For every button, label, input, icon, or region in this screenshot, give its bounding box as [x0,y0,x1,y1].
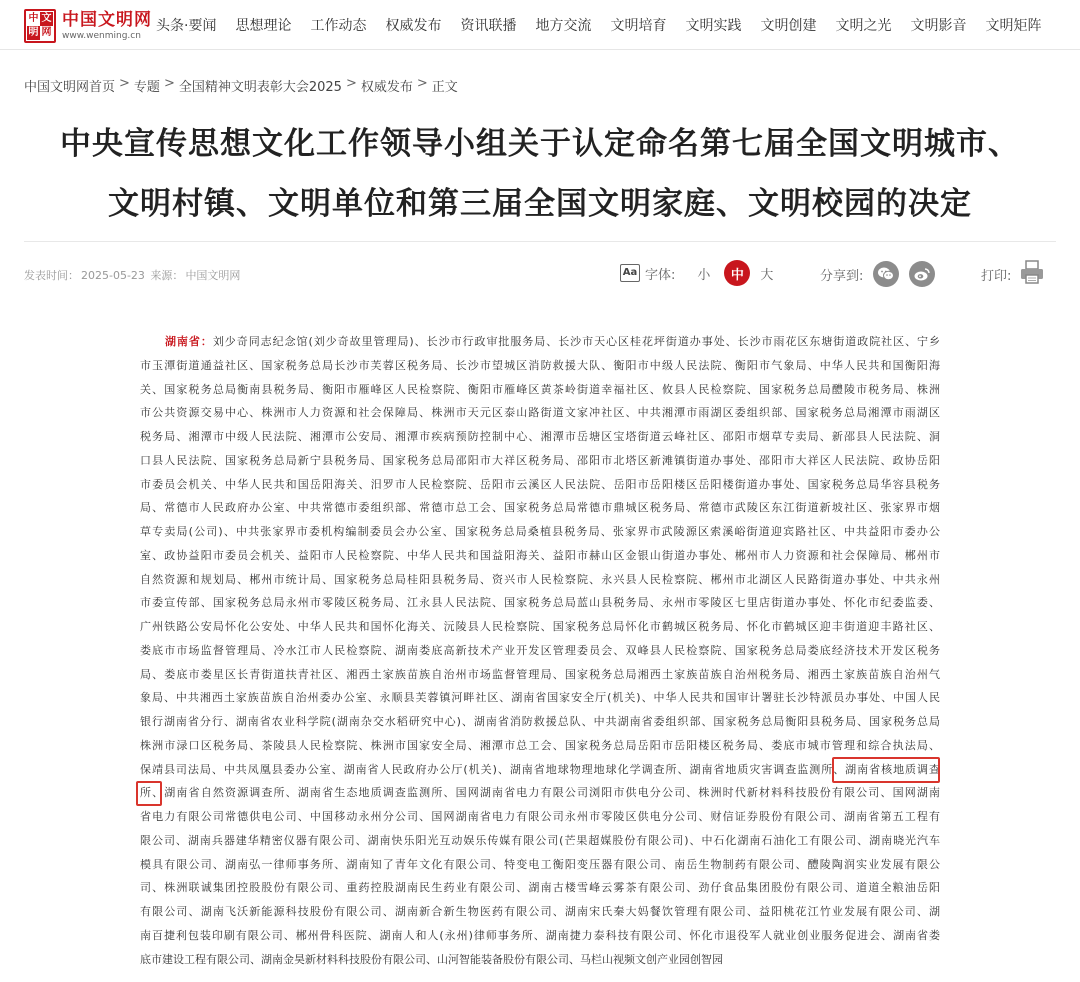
breadcrumb-releases[interactable]: 权威发布 [360,80,413,95]
article-text-line: 保靖县司法局、中共凤凰县委办公室、湖南省人民政府办公厅(机关)、湖南省地球物理地球化学调查所、湖南省地质灾害调查监测所、湖南省核地质调查 [140,762,940,776]
font-size-icon: Aa [620,264,640,282]
article-text-line: 省电力有限公司常德供电公司、中国移动永州分公司、国网湖南省电力有限公司永州市零陵区供电分公司、财信证券股份有限公司、湖南省第五工程有 [140,810,940,823]
source-label: 来源： [150,269,184,282]
article-text-line: 娄底市市场监督管理局、冷水江市人民检察院、湖南娄底高新技术产业开发区管理委员会、双峰县人民检察院、国家税务总局娄底经济技术开发区税务 [140,643,940,657]
breadcrumb-separator: > [345,76,357,91]
article-text-line: 口县人民法院、国家税务总局新宁县税务局、国家税务总局邵阳市大祥区税务局、邵阳市北塔区新滩镇街道办事处、邵阳市大祥区人民法院、政协岳阳 [140,453,940,467]
title-divider [24,241,1056,242]
breadcrumb-conference[interactable]: 全国精神文明表彰大会2025 [178,80,342,95]
share-control [820,261,935,287]
article-title-line: 文明村镇、文明单位和第三届全国文明家庭、文明校园的决定 [108,186,972,222]
article-text-line: 底市建设工程有限公司、湖南金昊新材料科技股份有限公司、山河智能装备股份有限公司、马栏山视频文创产业园创智园 [140,952,723,966]
site-logo[interactable] [24,8,152,44]
publish-label: 发表时间： [24,269,79,282]
top-navigation-bar [0,0,1080,50]
logo-title: 中国文明网 [62,10,152,30]
article-text-line: 银行湖南省分行、湖南省农业科学院(湖南杂交水稻研究中心)、湖南省消防救援总队、中共湖南省委组织部、国家税务总局衡阳县税务局、国家税务总局 [140,715,940,728]
article-text-line: 司、株洲联诚集团控股股份有限公司、重药控股湖南民生药业有限公司、湖南古楼雪峰云雾茶有限公司、劲仔食品集团股份有限公司、道道全粮油岳阳 [140,881,940,895]
nav-item-headlines[interactable]: 头条·要闻 [156,18,217,34]
breadcrumb-topics[interactable]: 专题 [133,80,160,95]
print-label: 打印: [981,268,1012,284]
font-size-large-button[interactable]: 大 [760,267,774,283]
article-text-line: 局、常德市人民政府办公室、中共常德市委组织部、常德市总工会、国家税务总局常德市鼎城区税务局、常德市武陵区东江街道新坡社区、张家界市烟 [140,501,940,515]
article-text-line: 限公司、湖南兵器建华精密仪器有限公司、湖南快乐阳光互动娱乐传媒有限公司(芒果超媒股份有限公司)、中石化湖南石油化工有限公司、湖南晓光汽车 [140,833,940,847]
font-size-medium-button[interactable]: 中 [724,260,750,286]
nav-item-work-news[interactable]: 工作动态 [310,18,367,34]
article-text-line: 象局、中共湘西土家族苗族自治州委办公室、永顺县芙蓉镇河畔社区、湖南省国家安全厅(机关)、中华人民共和国审计署驻长沙特派员办事处、中国人民 [140,691,940,705]
article-text-line: 局、娄底市娄星区长青街道扶青社区、湘西土家族苗族自治州市场监督管理局、国家税务总局湘西土家族苗族自治州税务局、湘西土家族苗族自治州气 [140,667,940,681]
logo-url: www.wenming.cn [62,31,141,41]
breadcrumb-separator: > [119,76,130,91]
font-size-label: 字体: [645,267,676,283]
article-text-line: 湖南省：刘少奇同志纪念馆(刘少奇故里管理局)、长沙市行政审批服务局、长沙市天心区桂花坪街道办事处、长沙市雨花区东塘街道政院社区、宁乡 [164,335,940,348]
article-text-line: 草专卖局(公司)、中共张家界市委机构编制委员会办公室、国家税务总局桑植县税务局、张家界市武陵源区索溪峪街道迎宾路社区、中共益阳市委办公 [140,525,940,538]
article-text-line: 株洲市渌口区税务局、茶陵县人民检察院、株洲市国家安全局、湘潭市总工会、国家税务总局岳阳市岳阳楼区税务局、娄底市城市管理和综合执法局、 [140,738,940,752]
nav-item-news-broadcast[interactable]: 资讯联播 [460,18,517,34]
publish-date: 2025-05-23 [81,269,145,282]
breadcrumb [24,76,458,95]
article-text-line: 自然资源和规划局、郴州市统计局、国家税务总局桂阳县税务局、资兴市人民检察院、永兴县人民检察院、郴州市北湖区人民路街道办事处、中共永州 [140,572,940,586]
share-label: 分享到: [820,268,864,284]
source-name: 中国文明网 [185,269,241,282]
font-size-small-button[interactable]: 小 [697,267,711,283]
article-body [140,330,940,971]
nav-item-civility-matrix[interactable]: 文明矩阵 [985,18,1042,34]
article-text-line: 南百捷利包装印刷有限公司、郴州骨科医院、湖南人和人(永州)律师事务所、湖南捷力泰科技有限公司、怀化市退役军人就业创业服务促进会、湖南省娄 [140,928,940,942]
breadcrumb-separator: > [416,76,428,91]
article-text-line: 广州铁路公安局怀化公安处、中华人民共和国怀化海关、沅陵县人民检察院、国家税务总局怀化市鹤城区税务局、怀化市鹤城区迎丰街道迎丰路社区、 [140,620,940,633]
nav-item-civility-practice[interactable]: 文明实践 [685,18,742,34]
nav-item-civility-media[interactable]: 文明影音 [910,18,967,34]
article-text-line: 有限公司、湖南飞沃新能源科技股份有限公司、湖南新合新生物医药有限公司、湖南宋氏秦大妈餐饮管理有限公司、益阳桃花江竹业发展有限公司、湖 [140,905,940,918]
article-title [40,114,1040,234]
article-text-line: 室、政协益阳市委员会机关、益阳市人民检察院、中华人民共和国益阳海关、益阳市赫山区金银山街道办事处、郴州市人力资源和社会保障局、郴州市 [140,548,940,562]
main-nav [156,0,1060,50]
article-text-line: 市委员会机关、中华人民共和国岳阳海关、汨罗市人民检察院、岳阳市云溪区人民法院、岳阳市岳阳楼区岳阳楼街道办事处、国家税务总局华容县税务 [140,477,940,491]
article-text-line: 市公共资源交易中心、株洲市人力资源和社会保障局、株洲市天元区泰山路街道文家冲社区、中共湘潭市雨湖区委组织部、国家税务总局湘潭市雨湖区 [140,406,940,420]
article-meta [24,267,240,283]
article-text-line: 市玉潭街道通益社区、国家税务总局长沙市芙蓉区税务局、长沙市望城区消防救援大队、衡阳市中级人民法院、衡阳市气象局、中华人民共和国衡阳海 [140,358,940,372]
printer-icon[interactable] [1019,260,1045,288]
nav-item-civility-light[interactable]: 文明之光 [835,18,892,34]
breadcrumb-home[interactable]: 中国文明网首页 [24,80,116,95]
article-text-line: 模具有限公司、湖南弘一律师事务所、湖南知了青年文化有限公司、特变电工衡阳变压器有限公司、南岳生物制药有限公司、醴陵陶润实业发展有限公 [140,857,940,871]
breadcrumb-current: 正文 [431,80,458,95]
article-title-line: 中央宣传思想文化工作领导小组关于认定命名第七届全国文明城市、 [60,126,1020,162]
article-text-line: 关、国家税务总局衡南县税务局、衡阳市雁峰区人民检察院、衡阳市雁峰区黄茶岭街道幸福社区、攸县人民检察院、国家税务总局醴陵市税务局、株洲 [140,382,940,396]
article-text-line: 市委宣传部、国家税务总局永州市零陵区税务局、江永县人民法院、国家税务总局蓝山县税务局、永州市零陵区七里店街道办事处、怀化市纪委监委、 [140,596,940,610]
font-size-control [620,261,773,285]
logo-seal-icon: 中 文 明 网 [24,9,56,43]
article-text-line: 所、湖南省自然资源调查所、湖南省生态地质调查监测所、国网湖南省电力有限公司浏阳市供电分公司、株洲时代新材料科技股份有限公司、国网湖南 [140,786,940,800]
nav-item-theory[interactable]: 思想理论 [235,18,292,34]
nav-item-official-releases[interactable]: 权威发布 [385,18,442,34]
weibo-icon[interactable] [909,261,935,287]
print-control [981,261,1045,287]
nav-item-local-exchange[interactable]: 地方交流 [535,18,592,34]
article-text-line: 税务局、湘潭市中级人民法院、湘潭市公安局、湘潭市疾病预防控制中心、湘潭市岳塘区宝塔街道云峰社区、邵阳市烟草专卖局、新邵县人民法院、洞 [140,430,940,443]
wechat-icon[interactable] [873,261,899,287]
nav-item-civility-creation[interactable]: 文明创建 [760,18,817,34]
breadcrumb-separator: > [163,76,175,91]
nav-item-civility-cultivation[interactable]: 文明培育 [610,18,667,34]
province-label: 湖南省： [164,335,213,348]
